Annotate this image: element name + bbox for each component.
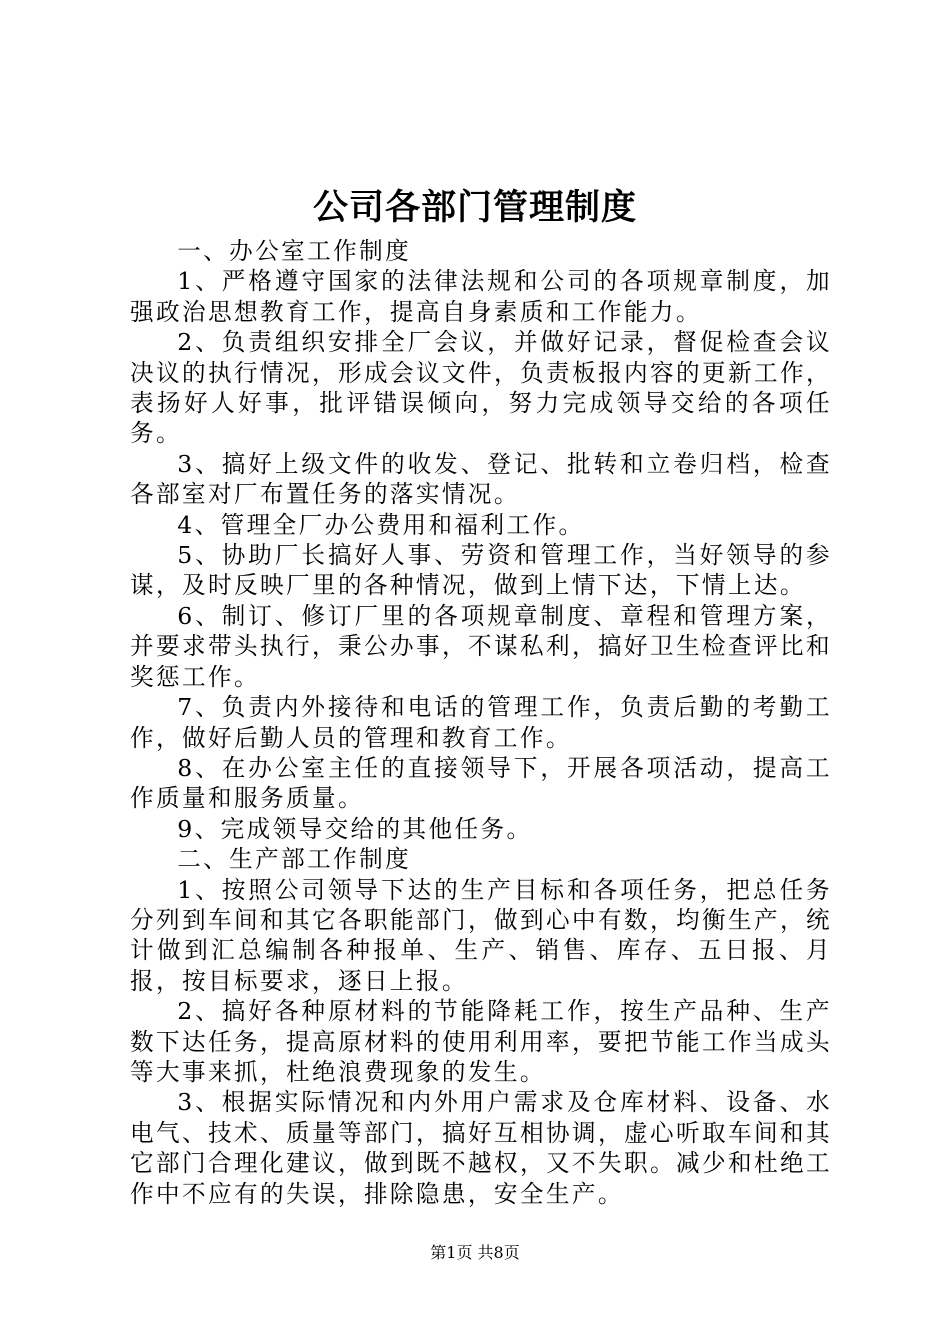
section-heading-production: 二、生产部工作制度 [177,845,412,874]
paragraph: 2、负责组织安排全厂会议，并做好记录，督促检查会议决议的执行情况，形成会议文件，负责板报内容的更新工作，表扬好人好事，批评错误倾向，努力完成领导交给的各项任务。 [130,328,832,448]
paragraph: 3、搞好上级文件的收发、登记、批转和立卷归档，检查各部室对厂布置任务的落实情况。 [130,449,832,509]
page-footer: 第1页 共8页 [430,1243,520,1262]
paragraph: 7、负责内外接待和电话的管理工作，负责后勤的考勤工作，做好后勤人员的管理和教育工作。 [130,693,832,752]
paragraph: 4、管理全厂办公费用和福利工作。 [177,510,585,539]
paragraph: 1、严格遵守国家的法律法规和公司的各项规章制度，加强政治思想教育工作，提高自身素质和工作能力。 [130,267,832,326]
paragraph: 5、协助厂长搞好人事、劳资和管理工作，当好领导的参谋，及时反映厂里的各种情况，做到上情下达，下情上达。 [130,541,832,600]
paragraph: 1、按照公司领导下达的生产目标和各项任务，把总任务分列到车间和其它各职能部门，做到心中有数，均衡生产，统计做到汇总编制各种报单、生产、销售、库存、五日报、月报，按目标要求，逐日上报。 [130,875,832,995]
paragraph: 9、完成领导交给的其他任务。 [177,814,533,843]
paragraph: 2、搞好各种原材料的节能降耗工作，按生产品种、生产数下达任务，提高原材料的使用利用率，要把节能工作当成头等大事来抓，杜绝浪费现象的发生。 [130,997,832,1086]
paragraph: 3、根据实际情况和内外用户需求及仓库材料、设备、水电气、技术、质量等部门，搞好互相协调，虚心听取车间和其它部门合理化建议，做到既不越权，又不失职。减少和杜绝工作中不应有的失误，排除隐患，安全生产。 [130,1088,832,1208]
section-heading-office: 一、办公室工作制度 [177,237,412,265]
document-title: 公司各部门管理制度 [312,187,637,228]
paragraph: 8、在办公室主任的直接领导下，开展各项活动，提高工作质量和服务质量。 [130,753,832,813]
document-body [130,236,832,1209]
paragraph: 6、制订、修订厂里的各项规章制度、章程和管理方案，并要求带头执行，秉公办事，不谋私利，搞好卫生检查评比和奖惩工作。 [130,601,832,691]
